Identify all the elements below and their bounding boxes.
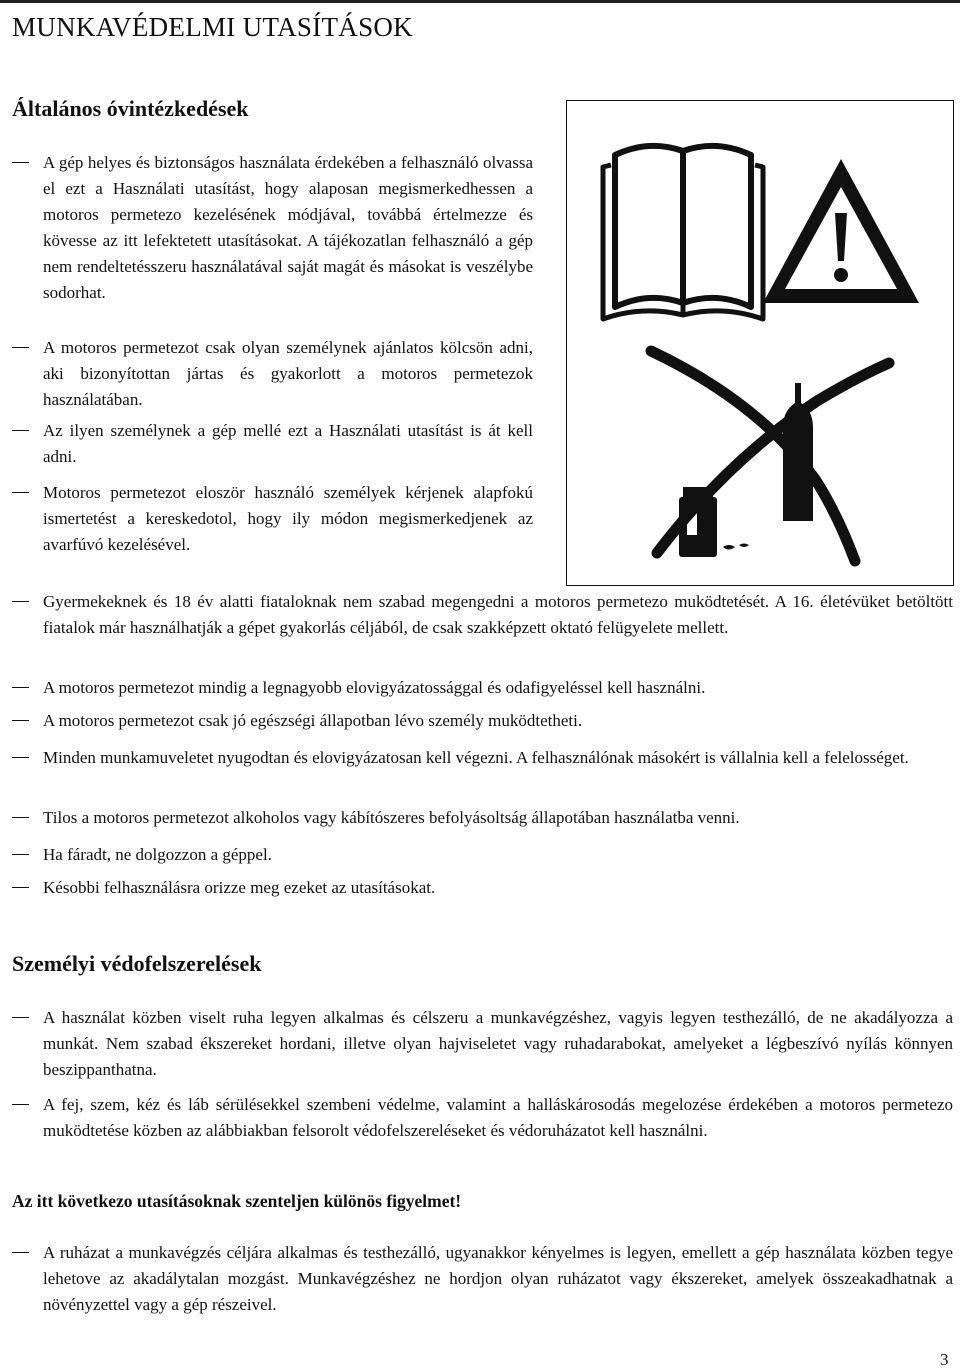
dash-bullet: [12, 887, 29, 888]
dash-bullet: [12, 854, 29, 855]
emphasis-note: Az itt következo utasításoknak szenteljen különös figyelmet!: [12, 1191, 462, 1211]
list-item: A gép helyes és biztonságos használata érdekében a felhasználó olvassa el ezt a Használati utasítást, hogy alaposan megismerkedhessen a motoros permetezo kezelésének módjával, továbbá értelmezze és kövesse az itt lefektetett utasításokat. A tájékozatlan felhasználó a gép nem rendeltetésszeru használatával saját magát és másokat is veszélybe sodorhat.: [12, 150, 533, 306]
section-heading-personal: Személyi védofelszerelések: [12, 951, 262, 976]
page-title: MUNKAVÉDELMI UTASÍTÁSOK: [12, 12, 413, 42]
pictogram-panel: [566, 100, 954, 586]
list-item: Az ilyen személynek a gép mellé ezt a Használati utasítást is át kell adni.: [12, 418, 533, 470]
no-alcohol-icon: [651, 351, 889, 561]
list-item: Gyermekeknek és 18 év alatti fiataloknak nem szabad megengedni a motoros permetezo muködtetését. A 16. életévüket betöltött fiatalok már használhatják a gépet gyakorlás céljából, de csak szakképzett oktató felügyelete mellett.: [12, 589, 953, 641]
dash-bullet: [12, 1252, 29, 1253]
list-item: A ruházat a munkavégzés céljára alkalmas és testhezálló, ugyanakkor kényelmes is legyen, emellett a gép használata közben tegye lehetove az akadálytalan mozgást. Munkavégzéshez ne hordjon olyan ruházatot vagy ékszereket, amelyek összeakadhatnak a növényzettel vagy a gép részeivel.: [12, 1240, 953, 1318]
top-rule: [0, 0, 960, 3]
list-item: Minden munkamuveletet nyugodtan és elovigyázatosan kell végezni. A felhasználónak másokért is vállalnia kell a felelosséget.: [12, 745, 953, 771]
dash-bullet: [12, 1017, 29, 1018]
dash-bullet: [12, 757, 29, 758]
list-item: A használat közben viselt ruha legyen alkalmas és célszeru a munkavégzéshez, vagyis legyen testhezálló, de ne akadályozza a munkát. Nem szabad ékszereket hordani, illetve olyan hajviseletet vagy ruhadarabokat, amelyeket a légbeszívó nyílás könnyen beszippanthatna.: [12, 1005, 953, 1083]
list-item: Késobbi felhasználásra orizze meg ezeket az utasításokat.: [12, 875, 953, 901]
dash-bullet: [12, 601, 29, 602]
dash-bullet: [12, 687, 29, 688]
dash-bullet: [12, 347, 29, 348]
list-item: A fej, szem, kéz és láb sérülésekkel szembeni védelme, valamint a halláskárosodás megelozése érdekében a motoros permetezo muködtetése közben az alábbiakban felsorolt védofelszereléseket és védoruházatot kell használni.: [12, 1092, 953, 1144]
pictogram-canvas: [567, 101, 952, 584]
dash-bullet: [12, 817, 29, 818]
list-item: A motoros permetezot mindig a legnagyobb elovigyázatossággal és odafigyeléssel kell használni.: [12, 675, 953, 701]
dash-bullet: [12, 1104, 29, 1105]
dash-bullet: [12, 430, 29, 431]
list-item: Tilos a motoros permetezot alkoholos vagy kábítószeres befolyásoltság állapotában használatba venni.: [12, 805, 953, 831]
book-icon: [603, 146, 763, 319]
list-item: A motoros permetezot csak olyan személynek ajánlatos kölcsön adni, aki bizonyítottan jártas és gyakorlott a motoros permetezok használatában.: [12, 335, 533, 413]
warning-triangle-icon: [763, 159, 919, 303]
dash-bullet: [12, 720, 29, 721]
page-number: 3: [940, 1350, 949, 1369]
dash-bullet: [12, 492, 29, 493]
list-item: A motoros permetezot csak jó egészségi állapotban lévo személy muködtetheti.: [12, 708, 953, 734]
list-item: Motoros permetezot eloször használó személyek kérjenek alapfokú ismertetést a kereskedotol, hogy ily módon megismerkedjenek az avarfúvó kezelésével.: [12, 480, 533, 558]
section-heading-general: Általános óvintézkedések: [12, 96, 249, 121]
dash-bullet: [12, 162, 29, 163]
list-item: Ha fáradt, ne dolgozzon a géppel.: [12, 842, 953, 868]
